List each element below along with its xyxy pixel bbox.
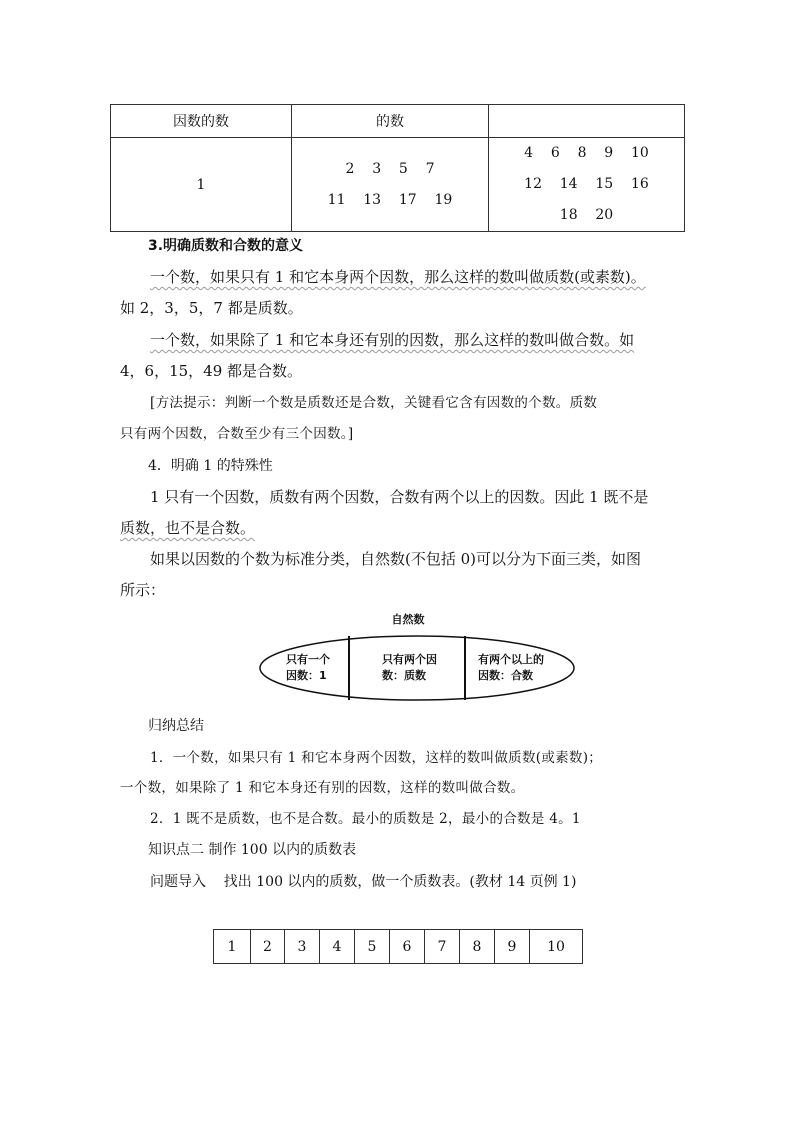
paragraph-line: 如 2，3，5，7 都是质数。 — [120, 299, 303, 317]
natural-number-diagram — [258, 612, 578, 704]
label-line: 有两个以上的 — [478, 653, 544, 666]
table-cell — [489, 138, 685, 232]
cell-line: 11 13 17 19 — [327, 191, 453, 208]
summary-line: 2．1 既不是质数，也不是合数。最小的质数是 2，最小的合数是 4。1 — [150, 811, 581, 827]
paragraph-line — [150, 267, 646, 287]
label-line: 因数：合数 — [478, 669, 533, 682]
table-cell: 2 — [251, 930, 285, 964]
summary-heading: 归纳总结 — [148, 718, 204, 734]
definition-prime: 一个数，如果只有 1 和它本身两个因数，那么这样的数叫做质数(或素数)。 — [150, 268, 646, 286]
label-line: 只有一个 — [286, 653, 330, 666]
label-line: 只有两个因 — [382, 653, 437, 666]
label-line: 因数：1 — [286, 669, 327, 682]
method-tip: [方法提示：判断一个数是质数还是合数，关键看它含有因数的个数。质数 — [150, 395, 598, 411]
table-cell: 1 — [111, 138, 292, 232]
cell-line: 18 20 — [559, 207, 614, 223]
paragraph-line — [120, 518, 255, 538]
factor-count-table — [110, 104, 685, 232]
paragraph-line — [150, 330, 634, 350]
paragraph-line: 如果以因数的个数为标准分类，自然数(不包括 0)可以分为下面三类，如图 — [150, 550, 642, 568]
table-header: 的数 — [292, 105, 489, 138]
summary-line: 1．一个数，如果只有 1 和它本身两个因数，这样的数叫做质数(或素数)； — [150, 750, 603, 766]
table-cell: 9 — [495, 930, 530, 964]
table-cell: 10 — [530, 930, 583, 964]
method-tip: 只有两个因数，合数至少有三个因数。] — [120, 426, 354, 442]
definition-composite: 一个数，如果除了 1 和它本身还有别的因数，那么这样的数叫做合数。如 — [150, 331, 635, 349]
diagram-left-label — [286, 652, 330, 684]
numbers-table — [213, 929, 583, 964]
summary-line: 一个数，如果除了 1 和它本身还有别的因数，这样的数叫做合数。 — [120, 780, 525, 796]
paragraph-text: 1 只有一个因数，质数有两个因数，合数有两个以上的因数。因此 1 既不是 — [150, 488, 649, 506]
cell-line: 4 6 8 9 10 — [524, 145, 649, 161]
diagram-right-label — [478, 652, 544, 684]
table-cell: 8 — [460, 930, 495, 964]
paragraph-line: 所示： — [120, 581, 166, 599]
diagram-middle-label — [382, 652, 437, 684]
table-cell: 6 — [390, 930, 425, 964]
knowledge-heading: 知识点二 制作 100 以内的质数表 — [148, 842, 357, 858]
paragraph-line — [150, 487, 648, 507]
problem-intro: 问题导入 找出 100 以内的质数，做一个质数表。(教材 14 页例 1) — [150, 874, 577, 890]
label-line: 数：质数 — [382, 669, 426, 682]
diagram-title: 自然数 — [391, 613, 425, 626]
table-cell: 5 — [355, 930, 390, 964]
section-heading: 3.明确质数和合数的意义 — [148, 238, 304, 254]
table-cell: 7 — [425, 930, 460, 964]
cell-line: 12 14 15 16 — [524, 176, 649, 192]
table-cell: 1 — [214, 930, 251, 964]
paragraph-line: 4，6，15，49 都是合数。 — [120, 362, 303, 380]
paragraph-text: 质数，也不是合数。 — [120, 519, 256, 537]
table-header: 因数的数 — [111, 105, 292, 138]
table-header — [489, 105, 685, 138]
section-heading: 4．明确 1 的特殊性 — [148, 458, 273, 474]
table-cell: 3 — [285, 930, 320, 964]
cell-line: 2 3 5 7 — [345, 160, 435, 177]
table-cell — [292, 138, 489, 232]
table-cell: 4 — [320, 930, 355, 964]
